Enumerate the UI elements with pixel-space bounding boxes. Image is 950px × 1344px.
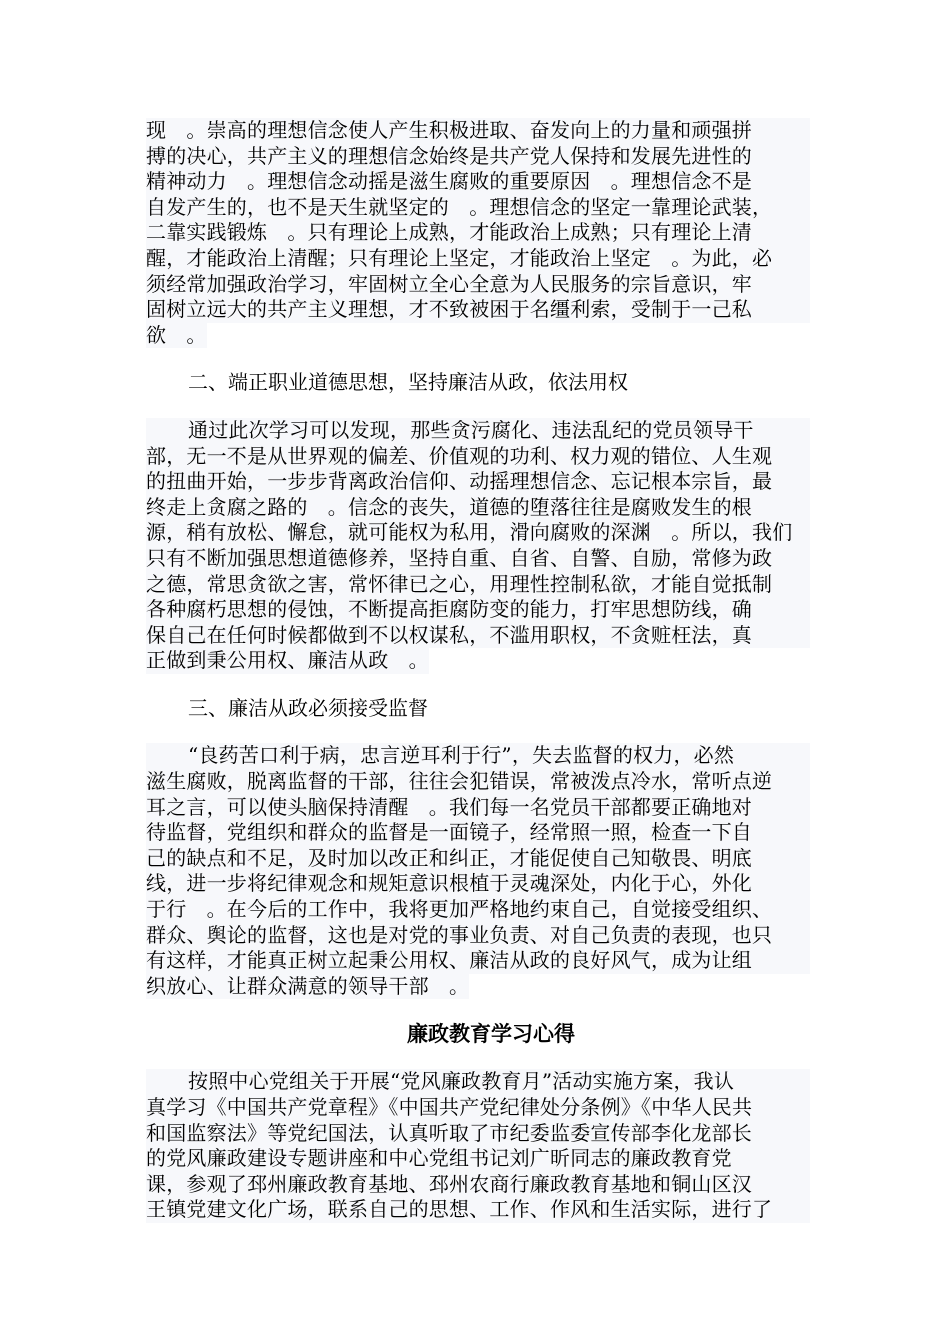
text-line: 固树立远大的共产主义理想，才不致被困于名缰利索，受制于一己私: [146, 297, 810, 323]
text-line: 搏的决心，共产主义的理想信念始终是共产党人保持和发展先进性的: [146, 144, 810, 170]
text-line: 源，稍有放松、懈怠，就可能权为私用，滑向腐败的深渊 。所以，我们: [146, 520, 810, 546]
text-line: 群众、舆论的监督，这也是对党的事业负责、对自己负责的表现，也只: [146, 923, 810, 949]
text-line: 自发产生的，也不是天生就坚定的 。理想信念的坚定一靠理论武装，: [146, 195, 810, 221]
text-line: 精神动力 。理想信念动摇是滋生腐败的重要原因 。理想信念不是: [146, 169, 810, 195]
paragraph-supervision: [146, 743, 810, 999]
text-line: 耳之言，可以使头脑保持清醒 。我们每一名党员干部都要正确地对: [146, 795, 810, 821]
text-line: 欲 。: [146, 322, 207, 347]
text-line: 王镇党建文化广场，联系自己的思想、工作、作风和生活实际，进行了: [146, 1197, 810, 1223]
paragraph-study-intro: [146, 1069, 810, 1223]
text-line: 通过此次学习可以发现，那些贪污腐化、违法乱纪的党员领导干: [146, 418, 810, 444]
text-line: 的扭曲开始，一步步背离政治信仰、动摇理想信念、忘记根本宗旨，最: [146, 469, 810, 495]
text-line: 的党风廉政建设专题讲座和中心党组书记刘广昕同志的廉政教育党: [146, 1146, 810, 1172]
text-line: 真学习《中国共产党章程》《中国共产党纪律处分条例》《中华人民共: [146, 1095, 810, 1121]
text-line: 正做到秉公用权、廉洁从政 。: [146, 648, 429, 673]
text-line: 己的缺点和不足，及时加以改正和纠正，才能促使自己知敬畏、明底: [146, 846, 810, 872]
text-line: 待监督，党组织和群众的监督是一面镜子，经常照一照，检查一下自: [146, 820, 810, 846]
text-line: 之德，常思贪欲之害，常怀律已之心，用理性控制私欲，才能自觉抵制: [146, 572, 810, 598]
text-line: 二靠实践锻炼 。只有理论上成熟，才能政治上成熟；只有理论上清: [146, 220, 810, 246]
text-line: 织放心、让群众满意的领导干部 。: [146, 973, 470, 998]
paragraph-ethics: [146, 418, 810, 674]
text-line: 保自己在任何时候都做到不以权谋私，不滥用职权，不贪赃枉法，真: [146, 623, 810, 649]
section-heading-3: 三、廉洁从政必须接受监督: [188, 695, 428, 720]
article-title: 廉政教育学习心得: [407, 1022, 575, 1047]
text-line: 醒，才能政治上清醒；只有理论上坚定，才能政治上坚定 。为此，必: [146, 246, 810, 272]
text-line: 只有不断加强思想道德修养，坚持自重、自省、自警、自励，常修为政: [146, 546, 810, 572]
text-line: 部，无一不是从世界观的偏差、价值观的功利、权力观的错位、人生观: [146, 444, 810, 470]
text-line: 现 。崇高的理想信念使人产生积极进取、奋发向上的力量和顽强拼: [146, 118, 810, 144]
paragraph-ideals: [146, 118, 810, 348]
text-line: 终走上贪腐之路的 。信念的丧失，道德的堕落往往是腐败发生的根: [146, 495, 810, 521]
text-line: 课，参观了邳州廉政教育基地、邳州农商行廉政教育基地和铜山区汉: [146, 1172, 810, 1198]
text-line: 线，进一步将纪律观念和规矩意识根植于灵魂深处，内化于心，外化: [146, 871, 810, 897]
text-line: 按照中心党组关于开展“党风廉政教育月”活动实施方案，我认: [146, 1069, 810, 1095]
text-line: 和国监察法》等党纪国法，认真听取了市纪委监委宣传部李化龙部长: [146, 1121, 810, 1147]
document-page: [146, 118, 810, 1223]
text-line: 有这样，才能真正树立起秉公用权、廉洁从政的良好风气，成为让组: [146, 948, 810, 974]
text-line: 须经常加强政治学习，牢固树立全心全意为人民服务的宗旨意识，牢: [146, 272, 810, 298]
text-line: 于行 。在今后的工作中，我将更加严格地约束自己，自觉接受组织、: [146, 897, 810, 923]
text-line: “良药苦口利于病，忠言逆耳利于行”，失去监督的权力，必然: [146, 743, 810, 769]
text-line: 滋生腐败，脱离监督的干部，往往会犯错误，常被泼点冷水，常听点逆: [146, 769, 810, 795]
text-line: 各种腐朽思想的侵蚀，不断提高拒腐防变的能力，打牢思想防线，确: [146, 597, 810, 623]
section-heading-2: 二、端正职业道德思想，坚持廉洁从政，依法用权: [188, 370, 628, 395]
